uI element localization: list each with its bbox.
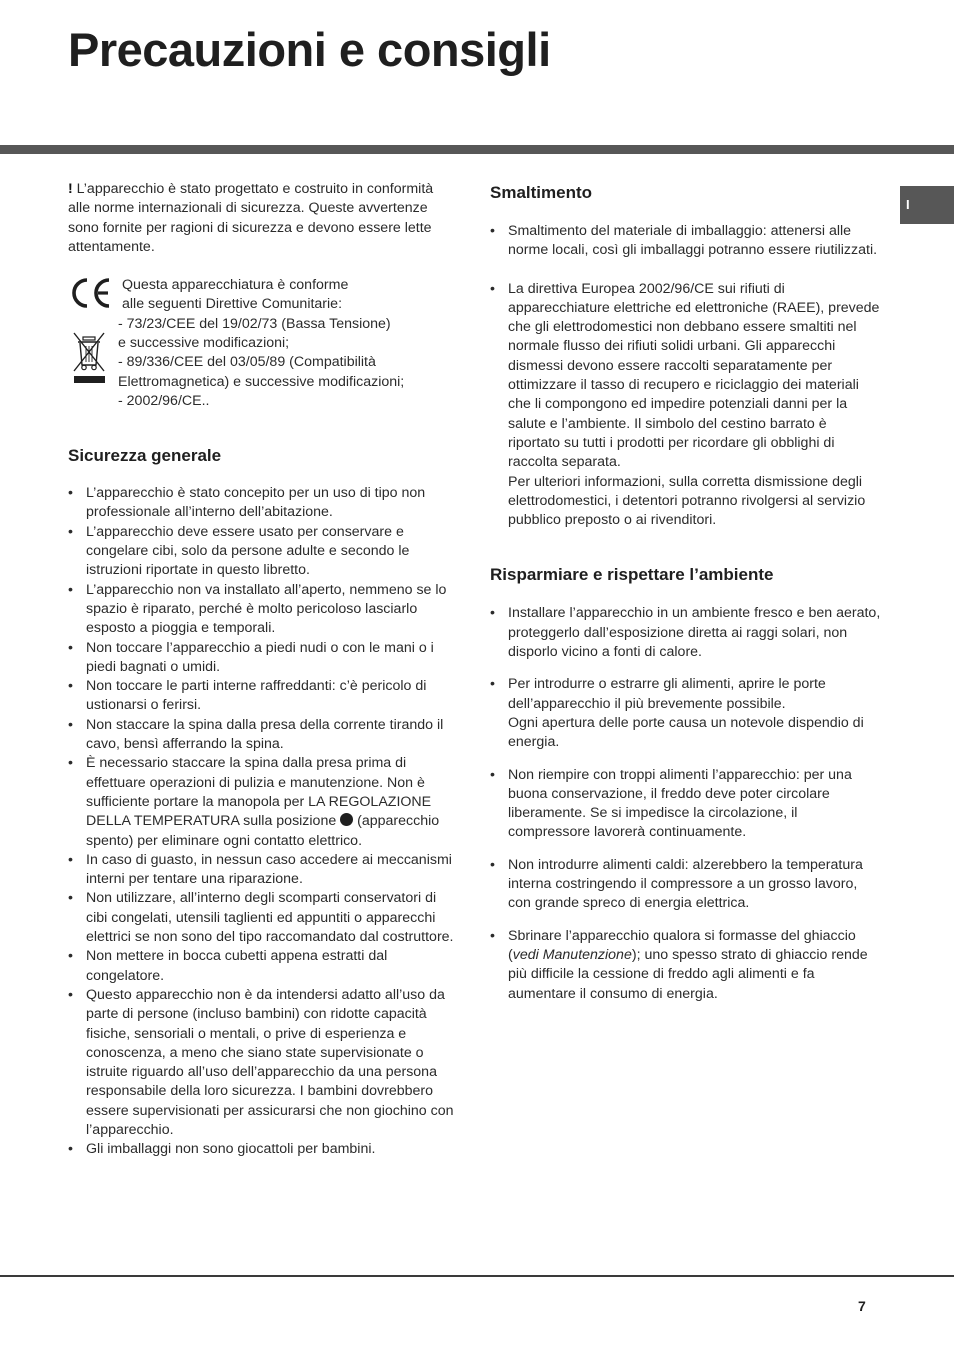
warning-mark: ! (68, 181, 73, 197)
smaltimento-list (490, 222, 882, 530)
ce-line: alle seguenti Direttive Comunitarie: (122, 296, 343, 313)
risparmio-list (490, 604, 882, 1003)
off-position-dot-icon (340, 813, 353, 826)
ce-directives-text (118, 276, 463, 411)
plug-text-before: È necessario staccare la spina dalla presa prima di effettuare operazioni di pulizia e manutenzione. Non è sufficiente portare la manopola per LA REGOLAZIONE DELLA TEMPERATURA sulla posizione (86, 755, 432, 830)
list-item: • Gli imballaggi non sono giocattoli per bambini. (68, 1140, 458, 1159)
crossed-out-wheelie-bin-icon (72, 331, 106, 384)
list-item: • Non introdurre alimenti caldi: alzerebbero la temperatura interna costringendo il compressore a un grosso lavoro, con grande spreco di energia elettrica. (490, 856, 882, 914)
ce-mark-icon (68, 276, 114, 310)
ce-line: Questa apparecchiatura è conforme (122, 277, 349, 294)
sicurezza-list (68, 484, 458, 1159)
list-item: • Non toccare le parti interne raffreddanti: c’è pericolo di ustionarsi o ferirsi. (68, 677, 458, 716)
intro-warning (68, 180, 458, 257)
list-item (490, 675, 882, 752)
list-item-text: Sbrinare l’apparecchio qualora si formasse del ghiaccio ( (508, 927, 856, 963)
list-item-text: • Per introdurre o estrarre gli alimenti, aprire le porte dell’apparecchio il più brevemente possibile. (508, 676, 826, 712)
left-column (68, 180, 458, 1160)
right-column (490, 180, 882, 1004)
list-item: • L’apparecchio non va installato all’aperto, nemmeno se lo spazio è riparato, perché è molto pericoloso lasciarlo esposto a pioggia e temporali. (68, 581, 458, 639)
language-tab: I (900, 186, 954, 224)
manutenzione-reference: vedi Manutenzione (512, 946, 632, 963)
list-item: • L’apparecchio deve essere usato per conservare e congelare cibi, solo da persone adulte e secondo le istruzioni riportate in questo libretto. (68, 523, 458, 581)
list-item: • Non staccare la spina dalla presa della corrente tirando il cavo, bensì afferrando la spina. (68, 716, 458, 755)
list-item (68, 754, 458, 850)
list-item (490, 927, 882, 1004)
list-item: • L’apparecchio è stato concepito per un uso di tipo non professionale all’interno dell’abitazione. (68, 484, 458, 523)
ce-compliance-block (68, 276, 458, 426)
ce-line: - 2002/96/CE.. (118, 392, 210, 409)
header-rule (0, 145, 954, 154)
list-item-extra: Ogni apertura delle porte causa un notevole dispendio di energia. (508, 714, 864, 751)
list-item: • Questo apparecchio non è da intendersi adatto all’uso da parte di persone (incluso bambini) con ridotte capacità fisiche, sensoriali o mentali, o prive di esperienza e conoscenza, a meno che siano state supervisionate o istruite riguardo all’uso dell’apparecchio da una persona responsabile della loro sicurezza. I bambini dovrebbero essere supervisionati per assicurarsi che non giochino con l’apparecchio. (68, 986, 458, 1140)
list-item: • Non toccare l’apparecchio a piedi nudi o con le mani o i piedi bagnati o umidi. (68, 639, 458, 678)
list-item: • Non mettere in bocca cubetti appena estratti dal congelatore. (68, 947, 458, 986)
section-title-smaltimento: Smaltimento (490, 183, 593, 202)
list-item: • Smaltimento del materiale di imballaggio: attenersi alle norme locali, così gli imballaggi potranno essere riutilizzati. (490, 222, 882, 261)
section-title-risparmio: Risparmiare e rispettare l’ambiente (490, 565, 774, 585)
plug-text-after: (apparecchio spento) per eliminare ogni contatto elettrico. (86, 813, 440, 849)
ce-line: - 89/336/CEE del 03/05/89 (Compatibilità (118, 354, 376, 371)
intro-text: L’apparecchio è stato progettato e costruito in conformità alle norme internazionali di sicurezza. Queste avvertenze sono fornite per ragioni di sicurezza e devono essere lette attentamente. (68, 181, 434, 255)
list-item: • Non riempire con troppi alimenti l’apparecchio: per una buona conservazione, il freddo deve poter circolare liberamente. Se si impedisce la circolazione, il compressore lavorerà continuamente. (490, 766, 882, 843)
list-item: • In caso di guasto, in nessun caso accedere ai meccanismi interni per tentare una riparazione. (68, 851, 458, 890)
list-item-text: • La direttiva Europea 2002/96/CE sui rifiuti di apparecchiature elettriche ed elettroniche (RAEE), prevede che gli elettrodomestici non debbano essere smaltiti nel normale flusso dei rifiuti solidi urbani. Gli apparecchi dismessi devono essere raccolti separatamente per ottimizzare il tasso di recupero e riciclaggio dei materiali che li compongono ed impedire potenziali danni per la salute e l’ambiente. Il simbolo del cestino barrato è riportato su tutti i prodotti per ricordare gli obblighi di raccolta separata. (508, 280, 880, 471)
section-title-sicurezza: Sicurezza generale (68, 446, 222, 466)
ce-line: Elettromagnetica) e successive modificazioni; (118, 373, 405, 390)
list-item (490, 280, 882, 531)
list-item-extra: Per ulteriori informazioni, sulla corretta dismissione degli elettrodomestici, i detentori potranno rivolgersi al servizio pubblico preposto o ai rivenditori. (508, 473, 866, 529)
list-item: • Installare l’apparecchio in un ambiente fresco e ben aerato, proteggerlo dall’esposizione diretta ai raggi solari, non disporlo vicino a fonti di calore. (490, 604, 882, 662)
list-item-text: ); uno spesso strato di ghiaccio rende più difficile la cessione di freddo agli alimenti e fa aumentare il consumo di energia. (508, 946, 868, 1002)
footer-rule (0, 1275, 954, 1277)
ce-line: - 73/23/CEE del 19/02/73 (Bassa Tensione) (118, 315, 391, 332)
page-title: Precauzioni e consigli (68, 23, 551, 76)
list-item: • Non utilizzare, all’interno degli scomparti conservatori di cibi congelati, utensili taglienti ed appuntiti o apparecchi elettrici se non sono del tipo raccomandato dal costruttore. (68, 889, 458, 947)
ce-line: e successive modificazioni; (118, 335, 290, 352)
page-number: 7 (858, 1298, 866, 1314)
